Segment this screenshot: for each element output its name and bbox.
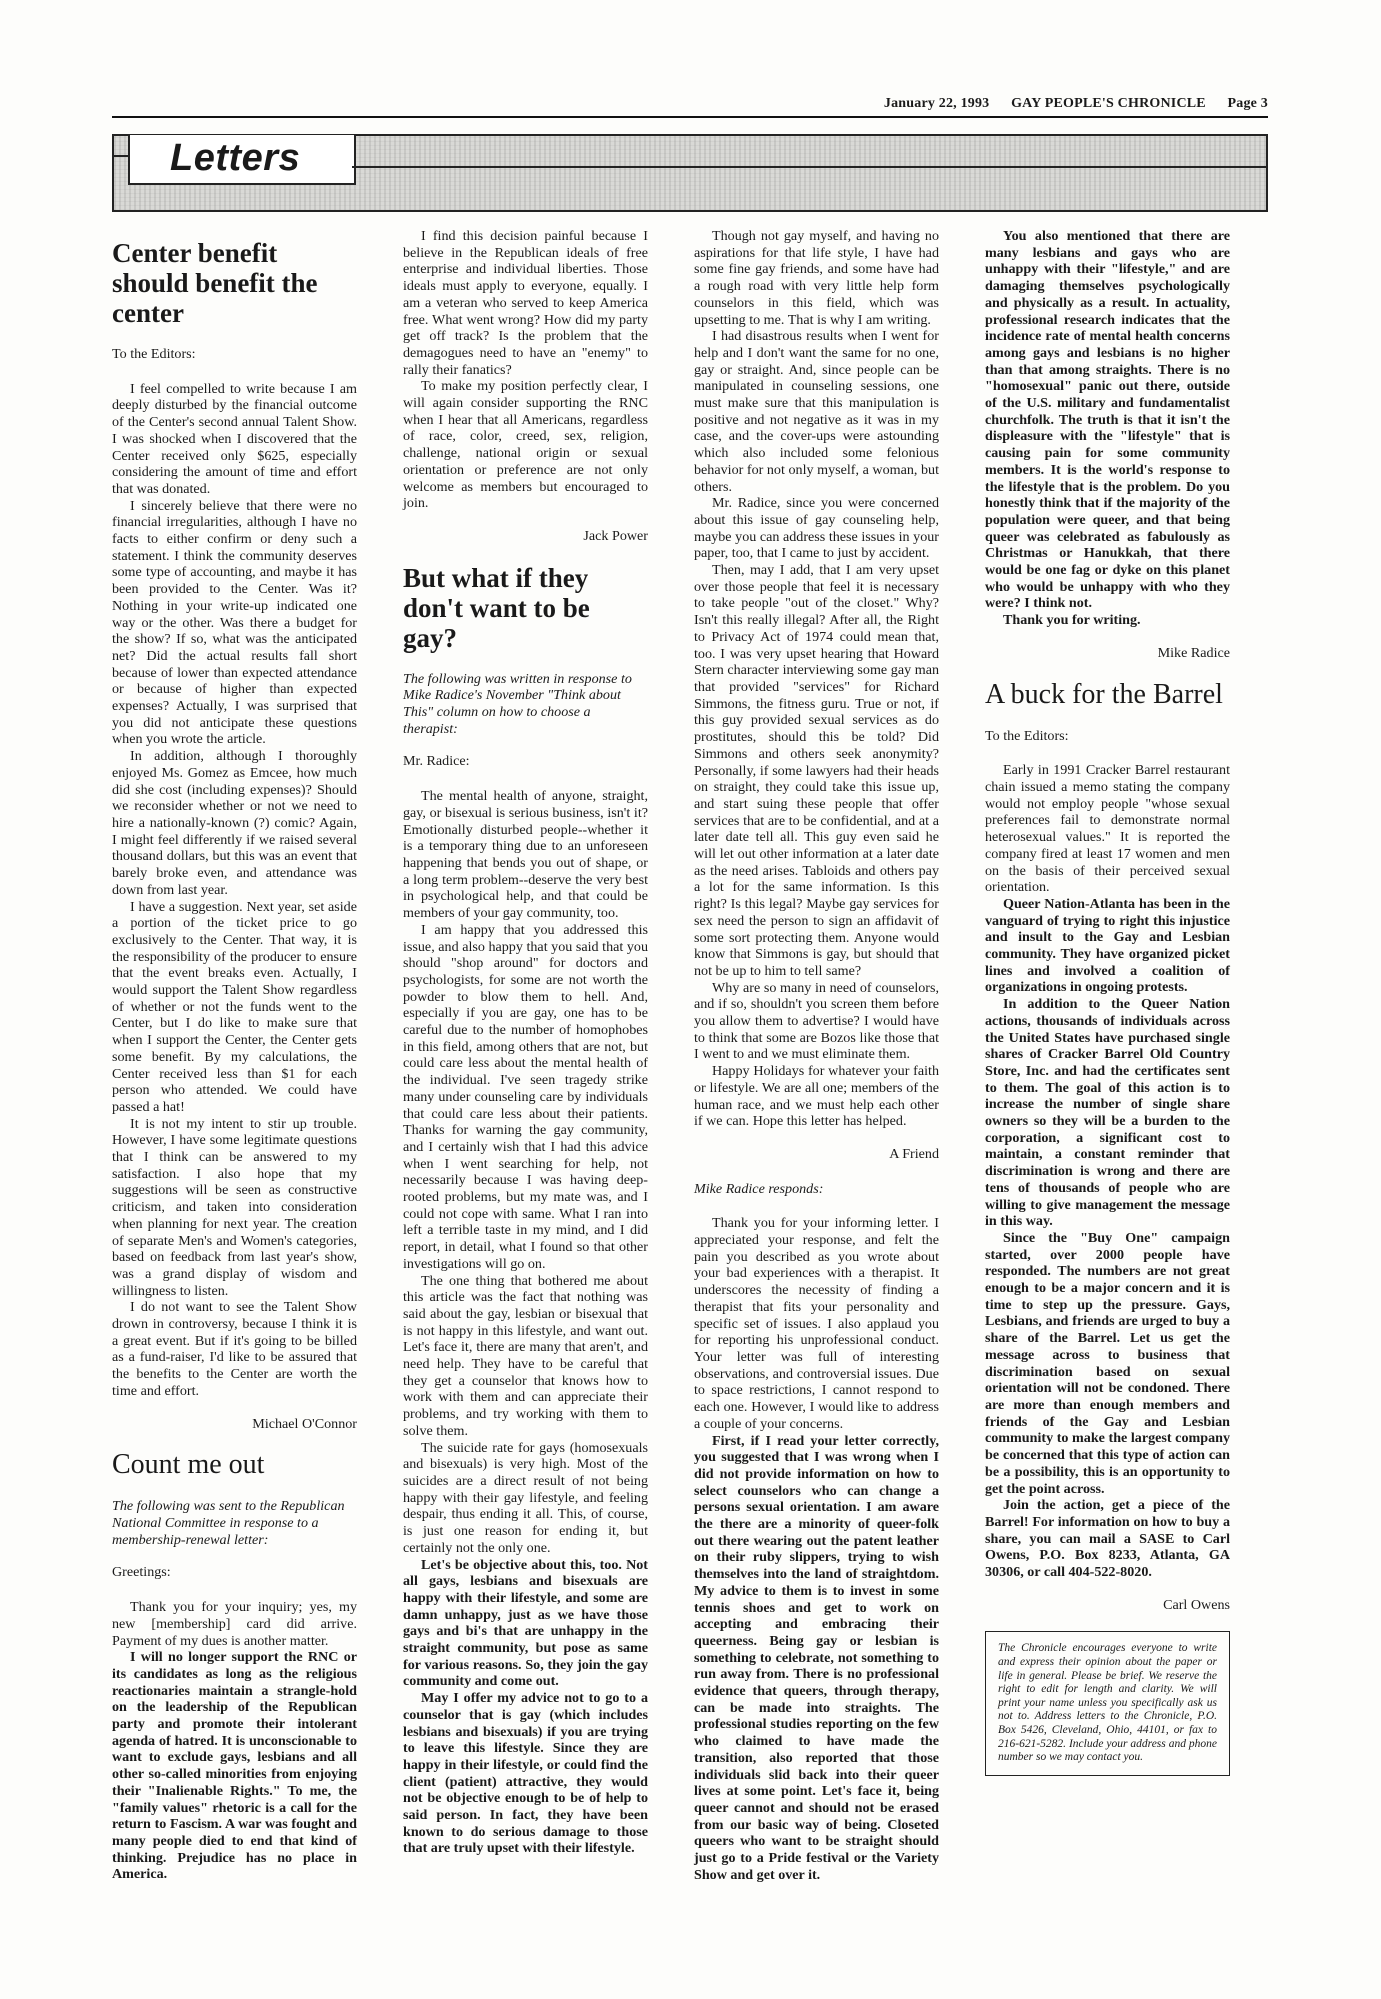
paragraph: I have a suggestion. Next year, set aside a portion of the ticket price to go exclusively to the Center. That way, it is the responsibility of the producer to ensure that the event breaks even. Actually, I would support the Talent Show regardless of whether or not the funds went to the Center, but I do like to make sure that when I support the Center, the Center gets some benefit. By my calculations, the Center received less than $1 for each person who attended. We could have passed a hat! (112, 898, 357, 1115)
column-4 (985, 228, 1230, 1776)
section-tab (128, 135, 356, 185)
paragraph: I feel compelled to write because I am deeply disturbed by the financial outcome of the Center's second annual Talent Show. I was shocked when I discovered that the Center received only $625, especially considering the amount of time and effort that was donated. (112, 380, 357, 497)
paragraph: Thank you for your inquiry; yes, my new [membership] card did arrive. Payment of my dues is another matter. (112, 1599, 357, 1649)
letters-policy-notice: The Chronicle encourages everyone to write and express their opinion about the paper or life in general. Please be brief. We reserve the right to edit for length and clarity. We will print your name unless you specifically ask us not to. Address letters to the Chronicle, P.O. Box 5426, Cleveland, Ohio, 44101, or fax to 216-621-5282. Include your address and phone number so we may contact you. (985, 1631, 1230, 1775)
paragraph: Why are so many in need of counselors, and if so, shouldn't you screen them before you allow them to advertise? I would have to think that some are Bozos like those that I went to and we must eliminate them. (694, 979, 939, 1063)
paragraph: I had disastrous results when I went for help and I don't want the same for no one, gay or straight. And, since people can be manipulated in counseling sessions, one must make sure that this manipulation is positive and not negative as it was in my case, and the cover-ups were astounding which also included some felonious behavior for not only myself, a woman, but others. (694, 328, 939, 495)
paragraph: Early in 1991 Cracker Barrel restaurant chain issued a memo stating the company would not employ people "whose sexual preferences fail to demonstrate normal heterosexual values." It is reported the company fired at least 17 women and men on the basis of their perceived sexual orientation. (985, 762, 1230, 896)
paragraph: First, if I read your letter correctly, you suggested that I was wrong when I did not provide information on how to select counselors who can change a persons sexual orientation. I am aware the there are a minority of queer-folk out there wearing out the patent leather on their ruby slippers, trying to wish themselves into the land of straightdom. My advice to them is to invest in some tennis shoes and get to work on accepting and embracing their queerness. Being gay or lesbian is something to celebrate, not something to run away from. There is no professional evidence that queers, through therapy, can be made into straights. The professional studies reporting on the few who claimed to have made the transition, also reported that those individuals slid back into their queer lives at some point. Let's face it, being queer cannot and should not be erased from our basic way of being. Closeted queers who want to be straight should just go to a Pride festival or the Variety Show and get over it. (694, 1432, 939, 1883)
paragraph: Since the "Buy One" campaign started, over 2000 people have responded. The numbers are not great enough to be a major concern and it is time to step up the pressure. Gays, Lesbians, and friends are urged to buy a share of the Barrel. Let us get the message across to business that discrimination based on sexual orientation will not be condoned. There are more than enough members and friends of the Gay and Lesbian community to make the largest company be concerned that this type of action can be a possibility, this is an opportunity to get the point across. (985, 1229, 1230, 1497)
paragraph: May I offer my advice not to go to a counselor that is gay (which includes lesbians and bisexuals) if you are trying to leave this lifestyle. Since they are happy in their lifestyle, or could find the client (patient) attractive, they would not be objective enough to be of help to said person. In fact, they have been known to do serious damage to those that are truly upset with their lifestyle. (403, 1690, 648, 1857)
signature: Carl Owens (1163, 1596, 1230, 1613)
salutation: Greetings: (112, 1564, 171, 1581)
column-3 (694, 228, 939, 1884)
paragraph: The suicide rate for gays (homosexuals and bisexuals) is very high. Most of the suicides are a direct result of not being happy with their gay lifestyle, and feeling despair, thus ending it all. This, of course, is just one reason for ending it, but certainly not the only one. (403, 1439, 648, 1556)
letter-intro: The following was sent to the Republican National Committee in response to a membership-renewal letter: (112, 1498, 345, 1548)
paragraph: Thank you for writing. (1003, 612, 1141, 629)
paragraph: I am happy that you addressed this issue, and also happy that you said that you should "shop around" for doctors and psychologists, for some are not worth the powder to blow them to hell. And, especially if you are gay, one has to be careful due to the number of homophobes in this field, among others that are not, but could care less about the mental health of the individual. I've seen tragedy strike many under counseling care by individuals that could care less about their patients. Thanks for warning the gay community, and I certainly wish that I had this advice when I went searching for help, not necessarily because I was having deep-rooted problems, but my mate was, and I could not cope with same. What I ran into left a terrible taste in my mind, and I did report, in detail, what I found so that other investigations will go on. (403, 921, 648, 1272)
paragraph: The one thing that bothered me about this article was the fact that nothing was said about the gay, lesbian or bisexual that is not happy in this lifestyle, and want out. Let's face it, there are many that aren't, and need help. They have to be careful that they get a counselor that knows how to work with them and can appreciate their problems, and try working with them to solve them. (403, 1272, 648, 1439)
signature: Mike Radice (1157, 644, 1230, 661)
signature: Jack Power (583, 527, 648, 544)
paragraph: In addition, although I thoroughly enjoyed Ms. Gomez as Emcee, how much did she cost (including expenses)? Should we reconsider whether or not we need to hire a nationally-known (?) comic? Again, I might feel differently if we raised several thousand dollars, but this was an event that barely broke even, and attendance was down from last year. (112, 748, 357, 898)
paragraph: I will no longer support the RNC or its candidates as long as the religious reactionaries maintain a strangle-hold on the leadership of the Republican party and promote their intolerant agenda of hatred. It is unconscionable to want to exclude gays, lesbians and all other so-called minorities from enjoying their "Inalienable Rights." To me, the "family values" rhetoric is a call for the return to Fascism. A war was fought and many people died to end that kind of thinking. Prejudice has no place in America. (112, 1649, 357, 1883)
headline-center-benefit: Center benefit should benefit the center (112, 238, 318, 328)
paragraph: It is not my intent to stir up trouble. However, I have some legitimate questions that I think can be answered to my satisfaction. I also hope that my suggestions will be seen as constructive criticism, and taken into consideration when planning for next year. The creation of separate Men's and Women's categories, based on feedback from last year's show, was a grand display of wisdom and willingness to listen. (112, 1115, 357, 1299)
paragraph: Thank you for your informing letter. I appreciated your response, and felt the pain you described as you wrote about your bad experiences with a therapist. It underscores the necessity of finding a therapist that fits your personality and specific set of issues. I also applaud you for reporting his unprofessional conduct. Your letter was full of interesting observations, and controversial issues. Due to space restrictions, I cannot respond to each one. However, I would like to address a couple of your concerns. (694, 1215, 939, 1432)
paragraph: Join the action, get a piece of the Barrel! For information on how to buy a share, you can mail a SASE to Carl Owens, P.O. Box 8233, Atlanta, GA 30306, or call 404-522-8020. (985, 1497, 1230, 1581)
letter-intro: The following was written in response to Mike Radice's November "Think about This" column on how to choose a therapist: (403, 670, 632, 737)
issue-date: January 22, 1993 (883, 96, 990, 111)
paragraph: Mr. Radice, since you were concerned about this issue of gay counseling help, maybe you can address these issues in your paper, too, that I came to just by accident. (694, 495, 939, 562)
paragraph: In addition to the Queer Nation actions, thousands of individuals across the United States have purchased single shares of Cracker Barrel Old Country Store, Inc. and had the certificates sent to them. The goal of this action is to increase the number of single share owners so they will be a burden to the corporation, a significant cost to maintain, a constant reminder that discrimination is wrong and there are tens of thousands of people who are willing to give management the message in this way. (985, 996, 1230, 1230)
headline-buck-for-barrel: A buck for the Barrel (985, 678, 1223, 710)
paragraph: I sincerely believe that there were no financial irregularities, although I have no facts to either confirm or deny such a statement. I think the community deserves some type of accounting, and maybe it has been provided to the Center. Was it? Nothing in your write-up indicated one way or the other. Was there a budget for the show? If so, what was the anticipated net? Did the actual results fall short because of lower than expected attendance or because of higher than expected expenses? Actually, I was surprised that you did not anticipate these questions when you wrote the article. (112, 497, 357, 748)
banner-rule (352, 166, 1266, 168)
paragraph: The mental health of anyone, straight, gay, or bisexual is serious business, isn't it? Emotionally disturbed people--whether it is a temporary thing due to an unforeseen happening that bends you out of shape, or a long term problem--deserve the very best in psychological help, and that could be members of your gay community, too. (403, 788, 648, 922)
headline-count-me-out: Count me out (112, 1449, 265, 1481)
salutation: To the Editors: (985, 727, 1069, 744)
paragraph: Let's be objective about this, too. Not all gays, lesbians and bisexuals are happy with their lifestyle, and some are damn unhappy, just as we have those gays and bi's that are unhappy in the straight community, but pose as same for various reasons. So, they join the gay community and come out. (403, 1556, 648, 1690)
tab-corner-line (114, 155, 130, 157)
signature: Michael O'Connor (252, 1415, 357, 1432)
page-number: Page 3 (1227, 96, 1268, 111)
section-banner (112, 134, 1268, 212)
paragraph: Then, may I add, that I am very upset over those people that feel it is necessary to take people "out of the closet." Why? Isn't this really illegal? After all, the Right to Privacy Act of 1974 could mean that, too. I was very upset hearing that Howard Stern character interviewing some gay man that provided "services" for Richard Simmons, the fitness guru. True or not, if this guy provided sexual services as do prostitutes, should this be told? Did Simmons and others seek anonymity? Personally, if some lawyers had their heads on straight, they could take this issue up, and start suing these people that offer services that are to be confidential, and at a later date tell all. This guy even said he will let out other information at a later date as the need arises. Tabloids and others pay a lot for the same information. Is this right? Is this legal? Maybe gay services for sex need the person to sign an affidavit of some sort protecting them. Anyone would know that Simmons is gay, but should that not be up to him to tell same? (694, 562, 939, 979)
paragraph: Happy Holidays for whatever your faith or lifestyle. We are all one; members of the human race, and we must help each other if we can. Hope this letter has helped. (694, 1063, 939, 1130)
masthead-rule (112, 116, 1268, 118)
column-2 (403, 228, 648, 1857)
response-label: Mike Radice responds: (694, 1180, 824, 1197)
paragraph: I find this decision painful because I believe in the Republican ideals of free enterprise and individual liberties. Those ideals must apply to everyone, equally. I am a veteran who served to keep America free. What went wrong? How did my party get off track? Is the problem that the demagogues need to have an "enemy" to rally their fanatics? (403, 228, 648, 378)
paragraph: To make my position perfectly clear, I will again consider supporting the RNC when I hear that all Americans, regardless of race, color, creed, sex, religion, challenge, national origin or sexual orientation or preference are not only welcome as members but encouraged to join. (403, 378, 648, 512)
publication-name: GAY PEOPLE'S CHRONICLE (1011, 96, 1206, 111)
headline-dont-want-to-be-gay: But what if they don't want to be gay? (403, 562, 590, 653)
section-title: Letters (170, 137, 301, 179)
masthead (112, 96, 1268, 112)
salutation: Mr. Radice: (403, 753, 470, 770)
column-1 (112, 228, 357, 1883)
paragraph: Though not gay myself, and having no aspirations for that life style, I have had some fine gay friends, and some have had a rough road with very little help form counselors in this field, which was upsetting to me. That is why I am writing. (694, 228, 939, 328)
paragraph: I do not want to see the Talent Show drown in controversy, because I think it is a great event. But if it's going to be billed as a fund-raiser, I'd like to be assured that the benefits to the Center are worth the time and effort. (112, 1299, 357, 1399)
paragraph: You also mentioned that there are many lesbians and gays who are unhappy with their "lifestyle," and are damaging themselves psychologically and physically as a result. In actuality, professional research indicates that the incidence rate of mental health concerns among gays and lesbians is no higher than that among straights. There is no "homosexual" panic out there, outside of the U.S. military and fundamentalist churchfolk. The truth is that it isn't the displeasure with the "lifestyle" that is causing pain for some community members. It is the world's response to the lifestyle that is the problem. Do you honestly think that if the majority of the population were queer, and that being queer was celebrated as fabulously as Christmas or Hanukkah, that there would be one fag or dyke on this planet who would be unhappy with who they were? I think not. (985, 228, 1230, 612)
signature: A Friend (889, 1145, 939, 1162)
salutation: To the Editors: (112, 346, 196, 362)
paragraph: Queer Nation-Atlanta has been in the vanguard of trying to right this injustice and insult to the Gay and Lesbian community. They have organized picket lines and involved a coalition of organizations in ongoing protests. (985, 895, 1230, 996)
